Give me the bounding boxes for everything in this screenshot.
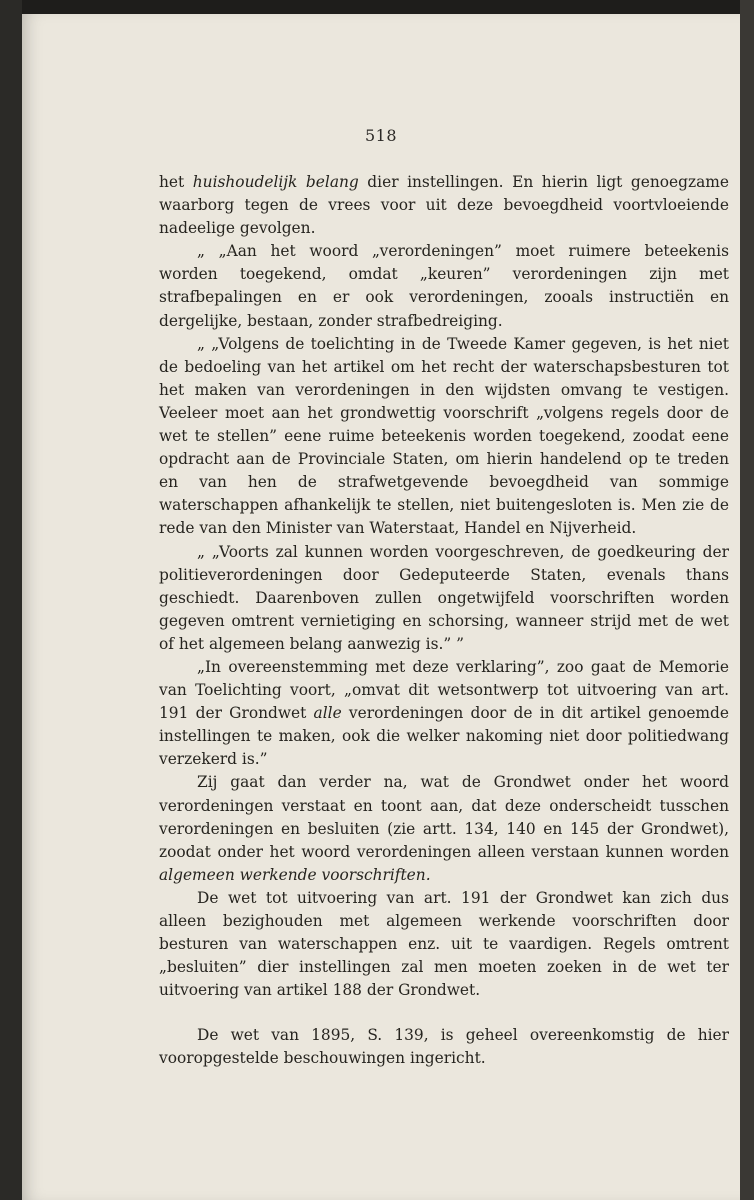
paragraph-4: „ „Voorts zal kunnen worden voorgeschreven, de goedkeuring der politieverordeningen door Gedeputeerde Staten, evenals thans geschiedt. Daarenboven zullen ongetwijfeld voorschriften worden gegeven omtrent vernietiging en schorsing, wanneer strijd met de wet of het algemeen belang aanwezig is.” ” bbox=[159, 542, 729, 653]
scan-border-right bbox=[740, 0, 754, 1200]
paragraph-8: De wet van 1895, S. 139, is geheel overeenkomstig de hier vooropgestelde beschouwingen ingericht. bbox=[159, 1026, 729, 1068]
paragraph-1: het huishoudelijk belang dier instellingen. En hierin ligt genoegzame waarborg tegen de vrees voor uit deze bevoegdheid voortvloeiende nadeelige gevolgen. bbox=[159, 173, 729, 238]
emphasis-huishoudelijk-belang: huishoudelijk belang bbox=[192, 173, 359, 191]
paragraph-5: „In overeenstemming met deze verklaring”, zoo gaat de Memorie van Toelichting voort, „omvat dit wetsontwerp tot uitvoering van art. 191 der Grondwet alle verordeningen door de in dit artikel genoemde instellingen te maken, ook die welker nakoming niet door politiedwang verzekerd is.” bbox=[159, 657, 729, 769]
scan-border-top bbox=[0, 0, 754, 14]
book-page bbox=[22, 14, 740, 1200]
page-body-text bbox=[159, 171, 729, 1071]
paragraph-6: Zij gaat dan verder na, wat de Grondwet onder het woord verordeningen verstaat en toont aan, dat deze onderscheidt tusschen verordeningen en besluiten (zie artt. 134, 140 en 145 der Grondwet), zoodat onder het woord verordeningen alleen verstaan kunnen worden algemeen werkende voorschriften. bbox=[159, 773, 729, 884]
emphasis-alle: alle bbox=[313, 704, 342, 723]
paragraph-3: „ „Volgens de toelichting in de Tweede Kamer gegeven, is het niet de bedoeling van het artikel om het recht der waterschapsbesturen tot het maken van verordeningen in den wijdsten omvang te vestigen. Veeleer moet aan het grondwettig voorschrift „volgens regels door de wet te stellen” eene ruime beteekenis worden toegekend, zoodat eene opdracht aan de Provinciale Staten, om hierin handelend op te treden en van hen de strafwetgevende bevoegdheid van sommige waterschappen afhankelijk te stellen, niet buitengesloten is. Men zie de rede van den Minister van Waterstaat, Handel en Nijverheid. bbox=[159, 334, 729, 538]
page-number: 518 bbox=[364, 126, 398, 145]
paragraph-2: „ „Aan het woord „verordeningen” moet ruimere beteekenis worden toegekend, omdat „keuren” verordeningen zijn met strafbepalingen en er ook verordeningen, zooals instructiën en dergelijke, bestaan, zonder strafbedreiging. bbox=[159, 242, 729, 330]
emphasis-algemeen-werkende-voorschriften: algemeen werkende voorschriften. bbox=[159, 865, 431, 884]
scan-border-left bbox=[0, 0, 22, 1200]
paragraph-7: De wet tot uitvoering van art. 191 der Grondwet kan zich dus alleen bezighouden met algemeen werkende voorschriften door besturen van waterschappen enz. uit te vaardigen. Regels omtrent „besluiten” dier instellingen zal men moeten zoeken in de wet ter uitvoering van artikel 188 der Grondwet. bbox=[159, 888, 729, 1000]
